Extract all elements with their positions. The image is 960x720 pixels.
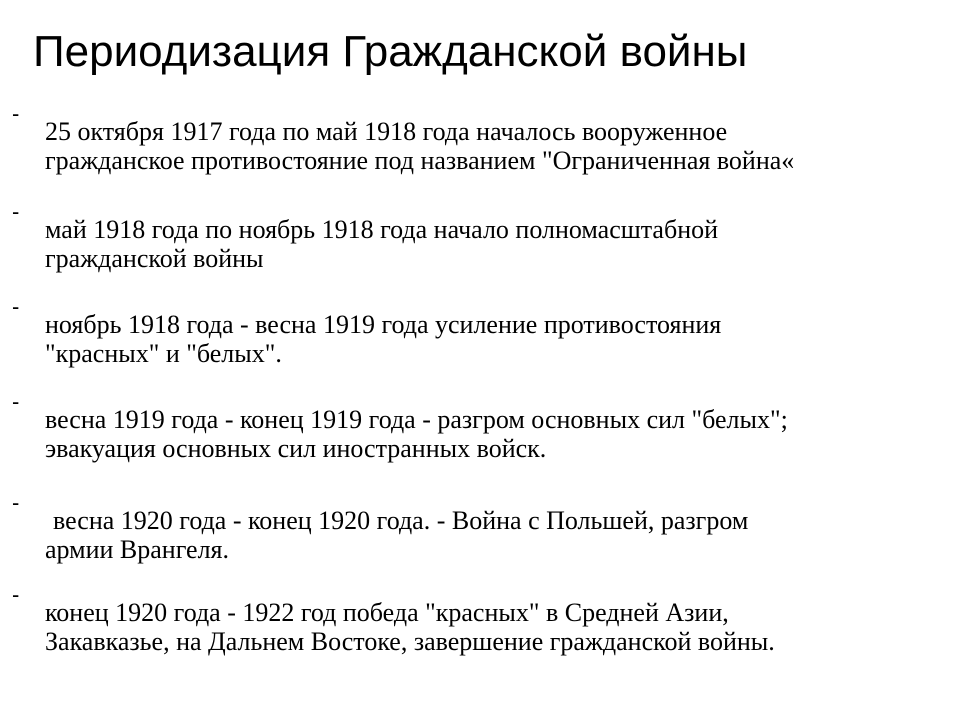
list-item-text xyxy=(45,215,945,273)
bullet-marker: - xyxy=(12,199,20,224)
list-item-line: май 1918 года по ноябрь 1918 года начало полномасштабной xyxy=(45,215,719,244)
slide-title: Периодизация Гражданской войны xyxy=(33,27,748,76)
bullet-marker: - xyxy=(12,389,20,414)
list-item-text xyxy=(45,405,945,463)
list-item-line: эвакуация основных сил иностранных войск. xyxy=(45,434,547,463)
list-item-line: гражданское противостояние под названием "Ограниченная война« xyxy=(45,146,795,175)
list-item-text xyxy=(45,117,945,175)
bullet-marker: - xyxy=(12,294,20,319)
list-item-line: конец 1920 года - 1922 год победа "красных" в Средней Азии, xyxy=(45,598,729,627)
list-item-line: Закавказье, на Дальнем Востоке, завершение гражданской войны. xyxy=(45,627,775,656)
bullet-marker: - xyxy=(12,101,20,126)
list-item-text xyxy=(45,598,945,656)
list-item-line: гражданской войны xyxy=(45,244,264,273)
list-item-line: "красных" и "белых". xyxy=(45,339,282,368)
bullet-marker: - xyxy=(12,582,20,607)
list-item-text xyxy=(45,310,945,368)
list-item-line: ноябрь 1918 года - весна 1919 года усиление противостояния xyxy=(45,310,722,339)
list-item-text xyxy=(45,506,945,564)
list-item-line: весна 1920 года - конец 1920 года. - Война с Польшей, разгром xyxy=(53,506,749,535)
list-item-line: весна 1919 года - конец 1919 года - разгром основных сил "белых"; xyxy=(45,405,788,434)
list-item-line: 25 октября 1917 года по май 1918 года началось вооруженное xyxy=(45,117,728,146)
list-item-line: армии Врангеля. xyxy=(45,535,230,564)
bullet-marker: - xyxy=(12,490,20,515)
